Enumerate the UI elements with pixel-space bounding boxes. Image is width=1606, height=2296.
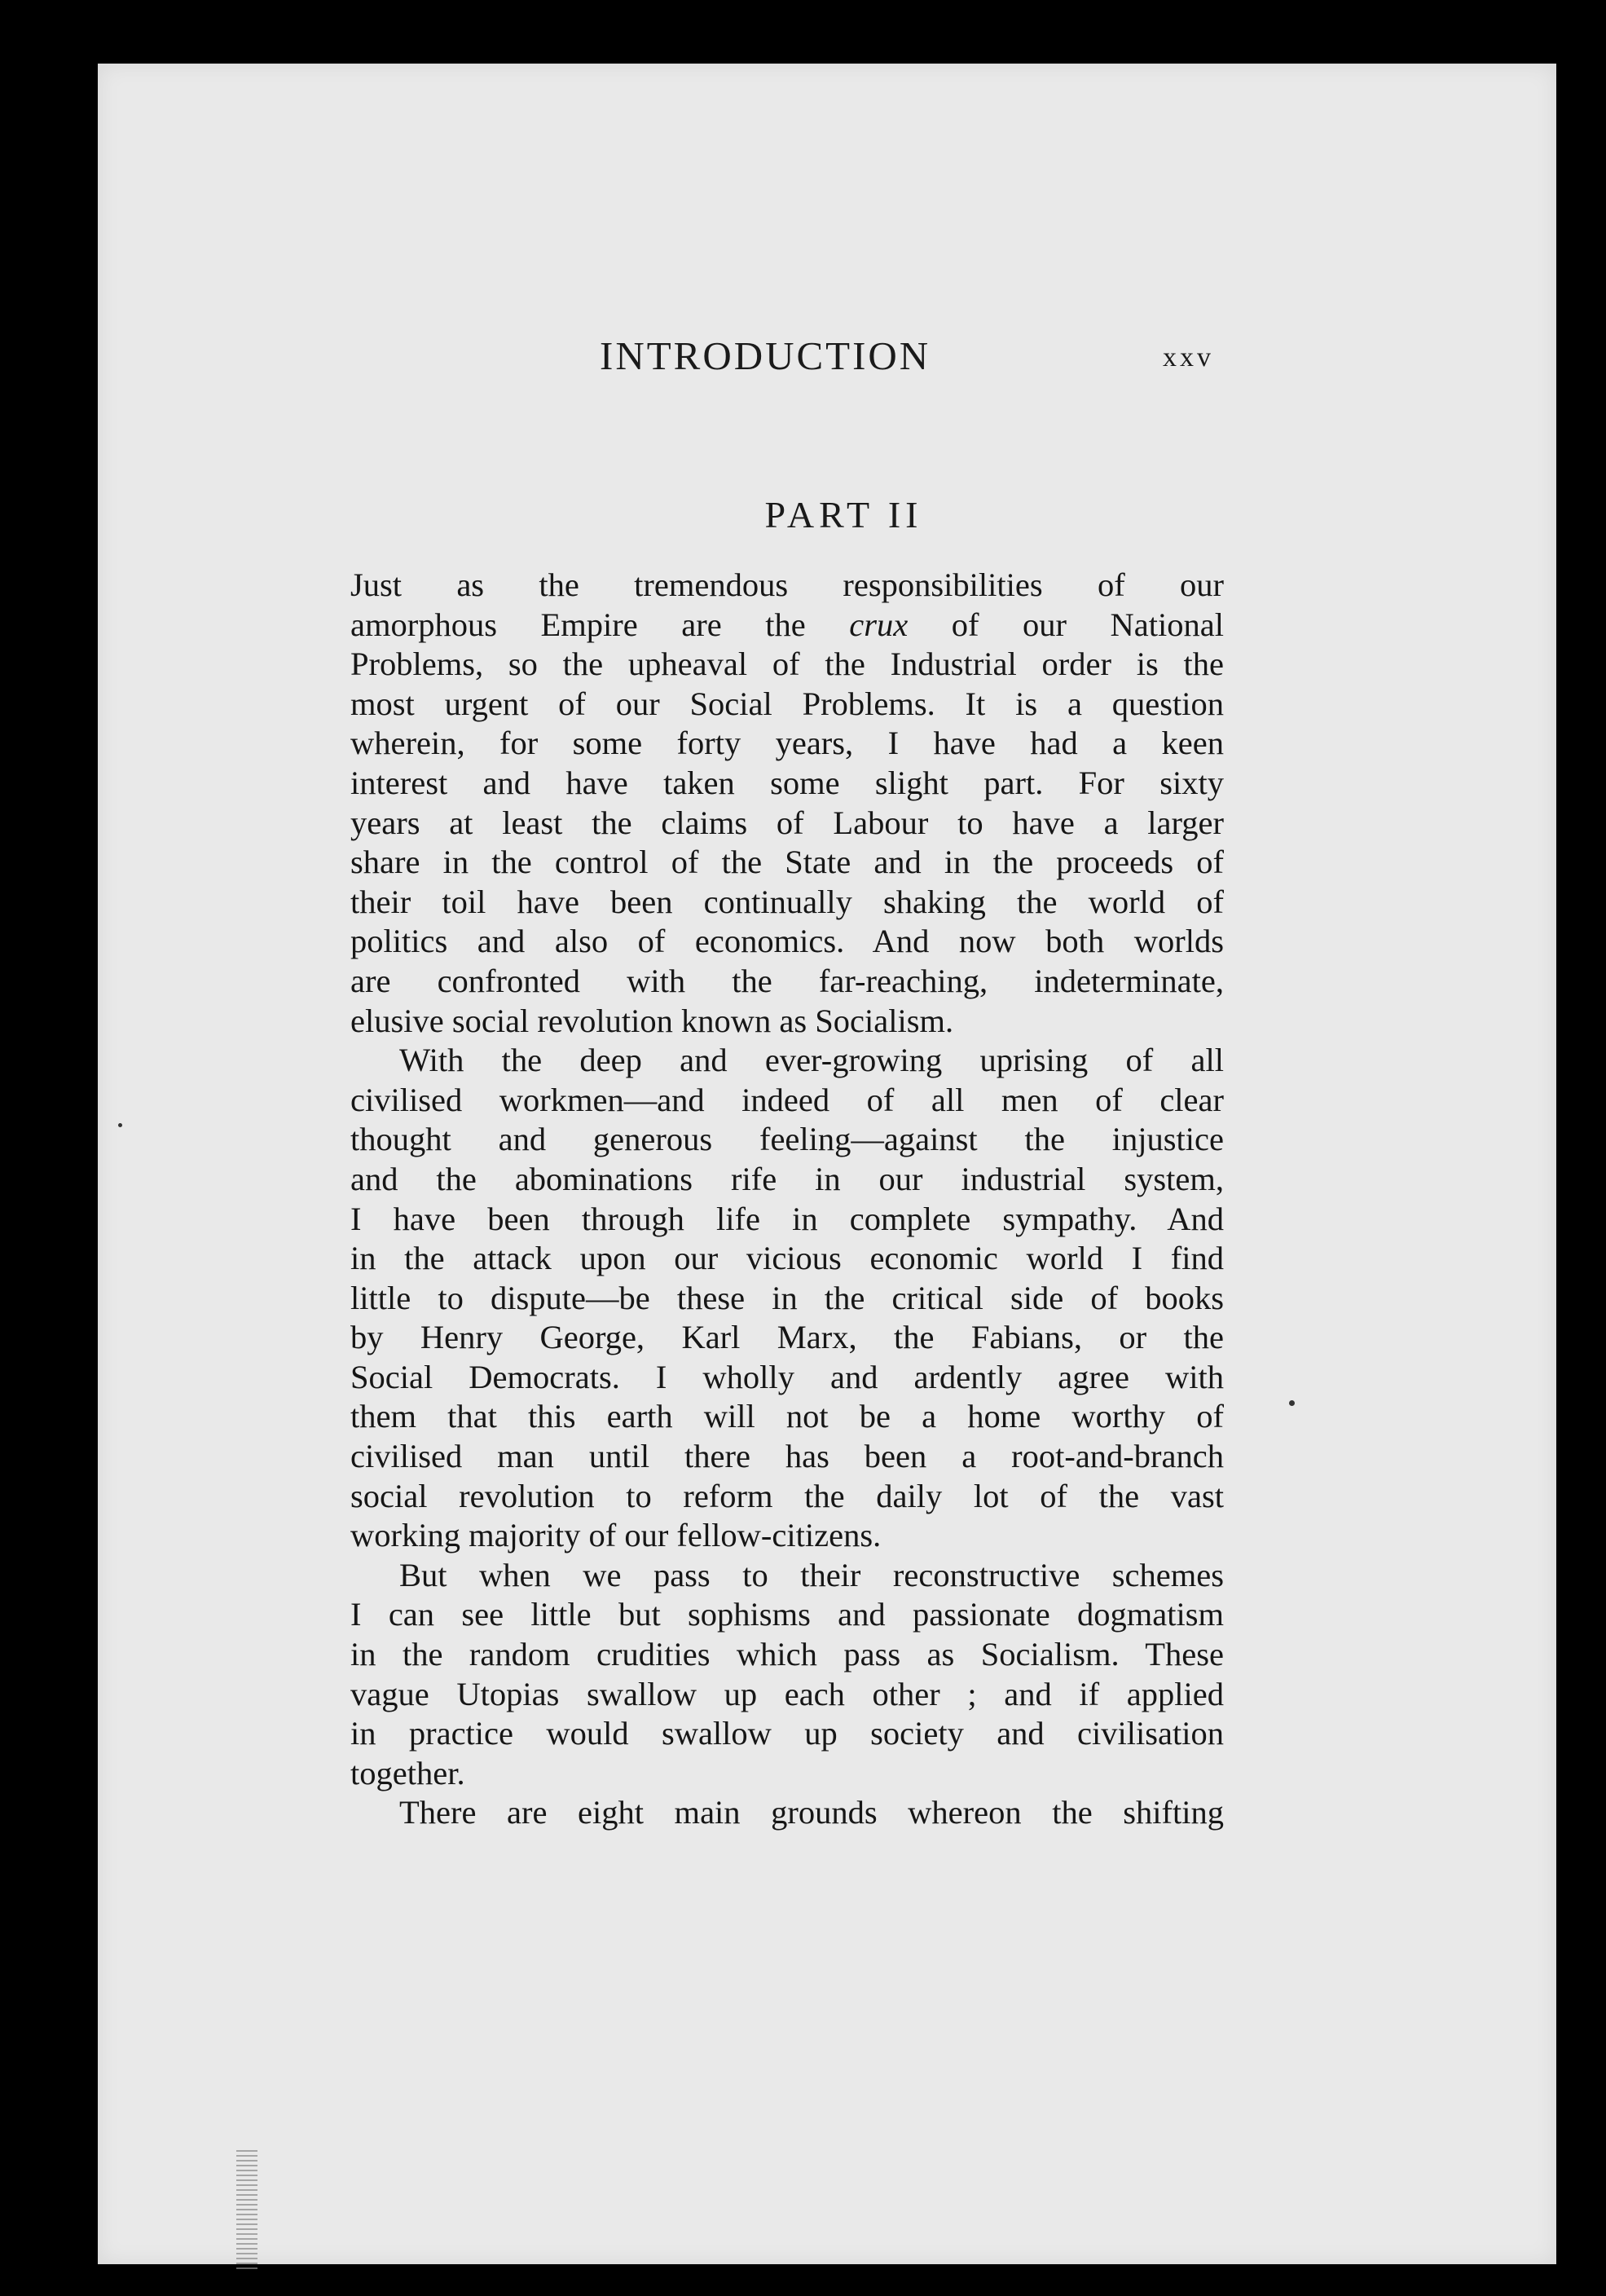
text-line: Problems, so the upheaval of the Industrial order is the [350, 646, 1224, 683]
text-line: Just as the tremendous responsibilities of our [350, 566, 1224, 603]
text-line: share in the control of the State and in the proceeds of [350, 844, 1224, 881]
running-head [0, 333, 1606, 381]
text-line: thought and generous feeling—against the injustice [350, 1121, 1224, 1158]
text-line: wherein, for some forty years, I have had a keen [350, 725, 1224, 762]
text-line: are confronted with the far-reaching, indeterminate, [350, 962, 1224, 999]
text-line: I have been through life in complete sympathy. And [350, 1200, 1224, 1237]
paragraph [350, 1556, 1224, 1794]
text-line: vague Utopias swallow up each other ; and if applied [350, 1675, 1224, 1712]
text-line: working majority of our fellow-citizens. [350, 1517, 882, 1554]
edge-speck-mark [1289, 1400, 1295, 1406]
running-head-title: INTRODUCTION [600, 333, 931, 378]
text-line: politics and also of economics. And now both worlds [350, 923, 1224, 960]
gutter-binding-marks [236, 2150, 257, 2272]
edge-speck-mark [118, 1123, 122, 1127]
text-line: interest and have taken some slight part. For sixty [350, 764, 1224, 801]
part-heading-text: PART II [764, 494, 923, 535]
paragraph [350, 1793, 1224, 1833]
text-line: social revolution to reform the daily lot of the vast [350, 1477, 1224, 1514]
text-line: in the random crudities which pass as Socialism. These [350, 1636, 1224, 1673]
text-line: and the abominations rife in our industrial system, [350, 1160, 1224, 1197]
italic-word: crux [849, 606, 909, 643]
text-line: by Henry George, Karl Marx, the Fabians, or the [350, 1319, 1224, 1356]
text-line: I can see little but sophisms and passionate dogmatism [350, 1596, 1224, 1633]
paragraph [350, 1041, 1224, 1556]
page-number: xxv [1163, 342, 1214, 372]
text-line: But when we pass to their reconstructive schemes [399, 1556, 1224, 1593]
text-line: With the deep and ever-growing uprising of all [399, 1042, 1224, 1079]
text-line: little to dispute—be these in the critical side of books [350, 1279, 1224, 1316]
text-line: together. [350, 1754, 465, 1791]
text-line: in practice would swallow up society and civilisation [350, 1715, 1224, 1752]
text-line: There are eight main grounds whereon the shifting [399, 1794, 1224, 1831]
text-line: civilised man until there has been a root-and-branch [350, 1438, 1224, 1475]
part-heading [0, 493, 1606, 536]
body-text [350, 566, 1224, 1833]
paragraph [350, 566, 1224, 1041]
text-line: them that this earth will not be a home worthy of [350, 1398, 1224, 1435]
text-line: years at least the claims of Labour to have a larger [350, 804, 1224, 841]
text-line: Social Democrats. I wholly and ardently agree with [350, 1358, 1224, 1395]
text-line: most urgent of our Social Problems. It is a question [350, 685, 1224, 722]
text-line: in the attack upon our vicious economic world I find [350, 1240, 1224, 1277]
text-line: amorphous Empire are the crux of our National [350, 606, 1224, 643]
text-line: civilised workmen—and indeed of all men of clear [350, 1081, 1224, 1118]
text-line: elusive social revolution known as Socialism. [350, 1002, 954, 1039]
text-line: their toil have been continually shaking the world of [350, 883, 1224, 920]
